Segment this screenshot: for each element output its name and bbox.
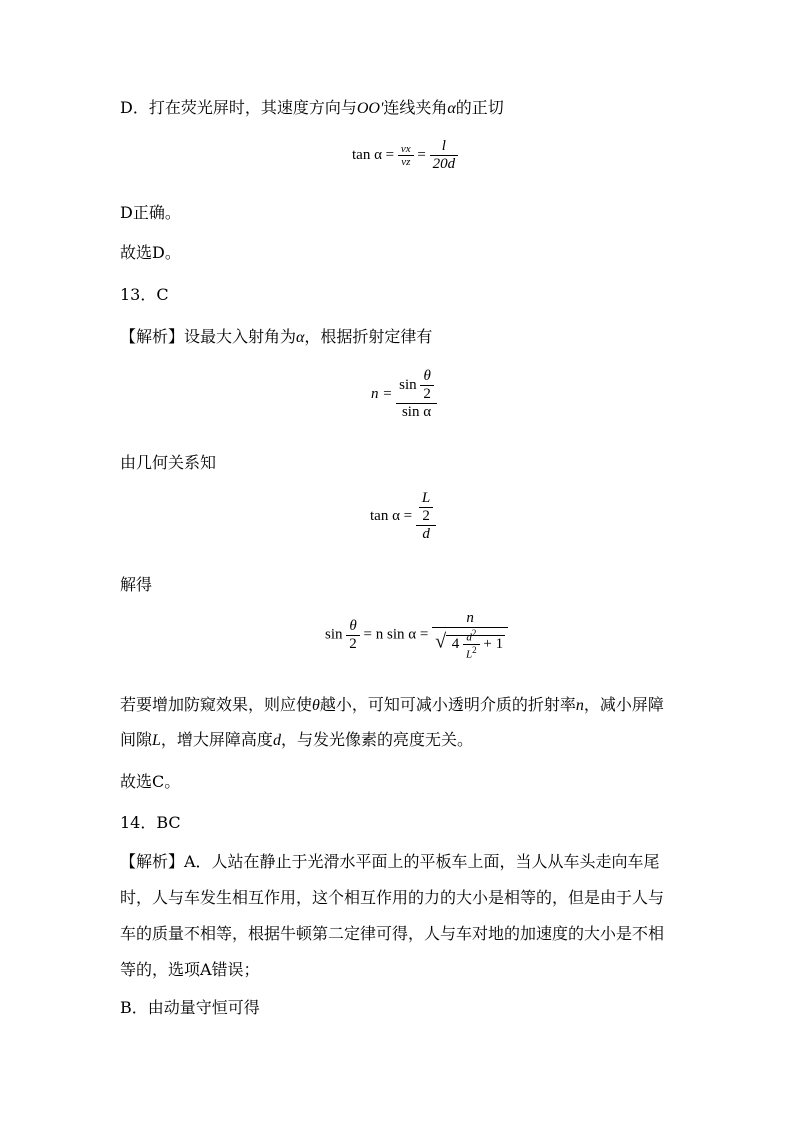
- frac-den: [463, 644, 480, 661]
- sin-label: sin: [325, 626, 343, 643]
- symbol-alpha: α: [296, 329, 305, 346]
- text: 间隙: [120, 730, 153, 749]
- frac-den: 2: [420, 385, 434, 403]
- question-13-answer: 13．C: [120, 285, 169, 304]
- frac-num: vx: [400, 143, 411, 155]
- frac-den: 2: [346, 635, 360, 653]
- text: ，与发光像素的亮度无关。: [280, 730, 473, 749]
- l-symbol: L: [466, 648, 473, 661]
- solve-text: 解得: [120, 575, 153, 594]
- question-14-answer: 14．BC: [120, 813, 181, 832]
- plus-one: + 1: [483, 635, 504, 652]
- eq-lhs: tan α =: [352, 146, 395, 163]
- fraction-theta-2: [346, 618, 360, 653]
- text: 【解析】设最大入射角为: [120, 327, 297, 346]
- frac-num: [396, 368, 437, 403]
- frac-num: [416, 490, 436, 525]
- symbol-n: n: [575, 697, 584, 714]
- fraction-theta-2: [420, 368, 434, 403]
- fraction-velocity: [398, 143, 414, 168]
- conclusion-line-2: [120, 730, 473, 751]
- frac-num: L: [421, 490, 431, 506]
- text: ，根据折射定律有: [304, 327, 433, 346]
- text: D．打在荧光屏时，其速度方向与: [120, 98, 357, 117]
- fraction-sin-over-sin: [396, 368, 437, 421]
- sin-label: sin: [399, 376, 417, 393]
- frac-num: [463, 628, 480, 644]
- fraction-l-2: [419, 490, 433, 525]
- symbol-d: d: [272, 732, 281, 749]
- frac-num: θ: [423, 368, 431, 384]
- q14-analysis-line-2: 时，人与车发生相互作用，这个相互作用的力的大小是相等的，但是由于人与: [120, 888, 665, 907]
- frac-den: 2: [419, 507, 433, 525]
- equation-tan-alpha-geometry: [370, 490, 436, 543]
- q14-analysis-line-4: 等的，选项A错误；: [120, 960, 260, 979]
- q14-option-b: B．由动量守恒可得: [120, 998, 260, 1017]
- frac-den: [432, 627, 508, 660]
- geometry-text: 由几何关系知: [120, 453, 217, 472]
- coefficient: 4: [451, 635, 460, 652]
- equation-refraction-index: [371, 368, 437, 421]
- sqrt-content: [446, 628, 505, 661]
- symbol-alpha: α: [447, 100, 456, 117]
- fraction-l2-over-d: [416, 490, 436, 543]
- conclusion-line-1: [120, 695, 664, 716]
- eq-lhs: n =: [371, 385, 393, 402]
- frac-num: θ: [349, 617, 357, 634]
- q13-analysis: [120, 327, 432, 348]
- option-d-intro: [120, 98, 504, 119]
- frac-den: vz: [398, 155, 414, 168]
- text: 连线夹角: [383, 98, 448, 117]
- frac-den: 20d: [430, 155, 459, 173]
- exponent: 2: [471, 628, 477, 638]
- text: ，减小屏障: [583, 695, 664, 714]
- symbol-theta: θ: [312, 697, 320, 714]
- text: 的正切: [455, 98, 504, 117]
- frac-den: sin α: [396, 403, 437, 421]
- fraction-d2-l2: [463, 628, 480, 660]
- exponent: 2: [472, 644, 477, 655]
- text: ，增大屏障高度: [160, 730, 273, 749]
- fraction-l-20d: [430, 138, 459, 173]
- equation-sin-theta-half: [325, 610, 508, 660]
- text: 越小，可知可减小透明介质的折射率: [319, 695, 576, 714]
- eq-middle: = n sin α =: [363, 626, 429, 643]
- q14-analysis-line-1: 【解析】A．人站在静止于光滑水平面上的平板车上面，当人从车头走向车尾: [120, 852, 660, 871]
- frac-num: l: [441, 138, 446, 154]
- d-symbol: d: [466, 631, 472, 644]
- eq-lhs: tan α =: [370, 507, 413, 524]
- equation-tan-alpha-velocity: [352, 138, 458, 173]
- choose-c-text: 故选C。: [120, 772, 181, 791]
- symbol-oo: OO': [356, 100, 384, 117]
- frac-num: n: [466, 610, 474, 626]
- d-correct-text: D正确。: [120, 203, 181, 222]
- text: 若要增加防窥效果，则应使: [120, 695, 313, 714]
- sqrt-icon: √: [435, 630, 447, 653]
- symbol-l: L: [152, 732, 161, 749]
- frac-den: d: [416, 525, 436, 543]
- equals: =: [417, 146, 426, 163]
- q14-analysis-line-3: 车的质量不相等，根据牛顿第二定律可得，人与车对地的加速度的大小是不相: [120, 924, 665, 943]
- fraction-n-over-root: [432, 610, 508, 660]
- choose-d-text: 故选D。: [120, 243, 181, 262]
